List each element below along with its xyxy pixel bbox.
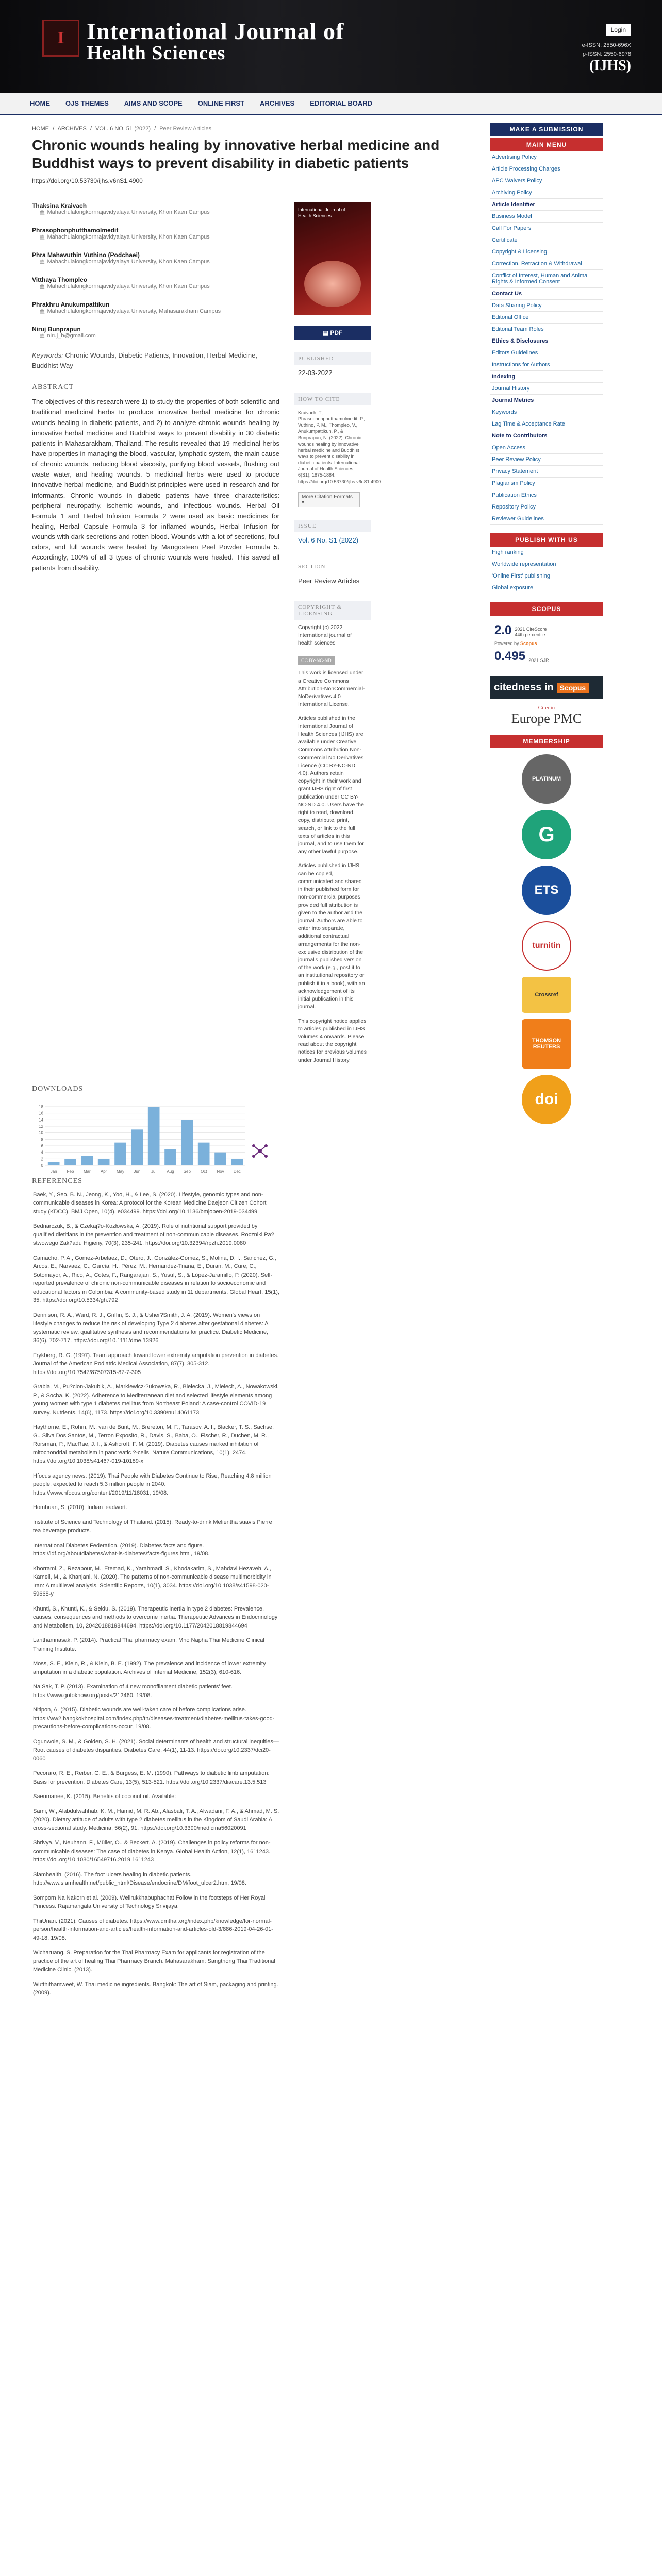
breadcrumb-separator: /	[154, 126, 156, 132]
breadcrumb-separator: /	[90, 126, 92, 132]
x-tick-label: Mar	[83, 1168, 91, 1174]
site-title-second-line[interactable]: Health Sciences	[87, 42, 226, 64]
breadcrumb-section: Peer Review Articles	[159, 126, 212, 132]
license-paragraph: This copyright notice applies to articles published in IJHS volumes 4 onwards. Please read about the copyright notices for previous volumes under Journal History.	[298, 1018, 367, 1063]
y-tick-label: 10	[39, 1130, 43, 1136]
license-paragraph: Articles published in the International Journal of Health Sciences (IJHS) are available under Creative Commons Attribution Non-Commercial No Derivatives Licence (CC BY-NC-ND 4.0). Authors retain copyright in their work and grant IJHS right of first publication under CC BY-NC-ND 4.0. Users have the right to read, download, copy, distribute, print, search, or link to the full texts of articles in this journal, and to use them for any other lawful purpose.	[298, 715, 364, 855]
abstract-heading: ABSTRACT	[32, 383, 74, 392]
reference-list	[32, 1191, 279, 1997]
menu-item-archiving-policy[interactable]: Archiving Policy	[490, 187, 603, 199]
login-button[interactable]: Login	[606, 24, 631, 36]
menu-item-privacy-statement[interactable]: Privacy Statement	[490, 466, 603, 478]
downloads-chart	[32, 1104, 249, 1176]
x-tick-label: Jul	[151, 1168, 157, 1174]
issn-info: e-ISSN: 2550-696X p-ISSN: 2550-6978	[582, 42, 631, 57]
breadcrumb	[32, 126, 475, 132]
google-scholar-icon[interactable]: G	[522, 810, 571, 859]
reference-item: Lanthamnasak, P. (2014). Practical Thai pharmacy exam. Mho Napha Thai Medicine Clinical Training Institute.	[33, 1637, 264, 1652]
published-label: PUBLISHED	[294, 352, 371, 365]
menu-item-open-access[interactable]: Open Access	[490, 442, 603, 454]
download-bar-feb[interactable]	[64, 1159, 76, 1165]
author-entry	[32, 276, 279, 290]
download-bar-apr[interactable]	[98, 1159, 110, 1165]
x-tick-label: Jan	[50, 1168, 57, 1174]
x-tick-label: Feb	[67, 1168, 74, 1174]
menu-item-peer-review-policy[interactable]: Peer Review Policy	[490, 454, 603, 466]
download-bar-jan[interactable]	[48, 1162, 60, 1165]
reference-item: Institute of Science and Technology of Thailand. (2015). Ready-to-drink Melientha suavis Pierre tea beverage products.	[33, 1519, 272, 1534]
menu-item-editorial-office[interactable]: Editorial Office	[490, 312, 603, 324]
sjr-label: 2021 SJR	[528, 658, 549, 664]
menu-item-advertising-policy[interactable]: Advertising Policy	[490, 151, 603, 163]
reference-item: ThiiUnan. (2021). Causes of diabetes. https://www.dmthai.org/index.php/knowledge/for-normal-person/health-information-and-articles/health-information-and-articles-old-3/886-2019-04-26-01-49-18, 19/08.	[33, 1918, 273, 1941]
main-content	[32, 115, 475, 2004]
chevron-down-icon: ▾	[302, 499, 305, 505]
download-bar-jun[interactable]	[131, 1129, 143, 1165]
menu-item-copyright-licensing[interactable]: Copyright & Licensing	[490, 246, 603, 258]
menu-item-article-identifier[interactable]: Article Identifier	[490, 199, 603, 211]
download-bar-aug[interactable]	[164, 1149, 176, 1165]
x-tick-label: Dec	[233, 1168, 241, 1174]
reference-item: Dennison, R. A., Ward, R. J., Griffin, S. J., & Usher?Smith, J. A. (2019). Women's views on lifestyle changes to reduce the risk of developing Type 2 diabetes after gestational diabetes: A systematic review, qualitative synthesis and recommendations for practice. Diabetic Medicine, 36(6), 702-717. https://doi.org/10.1111/dme.13926	[33, 1312, 269, 1344]
journal-logo-icon[interactable]: I	[42, 20, 79, 57]
make-submission-button[interactable]: MAKE A SUBMISSION	[490, 123, 603, 136]
menu-item-article-processing-charges[interactable]: Article Processing Charges	[490, 163, 603, 175]
references-heading: REFERENCES	[32, 1177, 82, 1185]
citation-text: Kraivach, T., Phrasophonphutthamolmedit, P., Vuthino, P. M., Thompleo, V., Anukumpattikun, P., & Bunprapun, N. (2022). Chronic wounds healing by innovative herbal medicine and Buddhist ways to prevent disability in diabetic patients. International Journal of Health Sciences, 6(S1), 1875-1884. https://doi.org/10.53730/ijhs.v6nS1.4900	[298, 410, 382, 484]
author-entry	[32, 326, 279, 339]
reference-item: Khunti, S., Khunti, K., & Seidu, S. (2019). Therapeutic inertia in type 2 diabetes: Prevalence, causes, consequences and methods to overcome inertia. Therapeutic Advances in Endocrinology and Metabolism, 10, 2042018819844694. https://doi.org/10.1177/2042018819844694	[33, 1605, 278, 1629]
download-bar-jul[interactable]	[148, 1107, 160, 1165]
breadcrumb-issue[interactable]: VOL. 6 NO. 51 (2022)	[95, 126, 151, 132]
download-bar-oct[interactable]	[198, 1143, 210, 1165]
reference-item: Wicharuang, S. Preparation for the Thai Pharmacy Exam for applicants for registration of the practice of the art of healing Thai Pharmacy Branch. Mahasarakham: Sangthong Thai Traditional Medicine Clinic. (2013).	[33, 1950, 275, 1973]
y-tick-label: 6	[41, 1143, 43, 1148]
x-tick-label: Apr	[100, 1168, 107, 1174]
menu-item-lag-time-acceptance-rate[interactable]: Lag Time & Acceptance Rate	[490, 418, 603, 430]
x-tick-label: Oct	[200, 1168, 207, 1174]
reference-item: Somporn Na Nakorn et al. (2009). Wellrukkhabuphachat Follow in the footsteps of Her Royal Princess. Rajamangala University of Technology Srivijaya.	[33, 1894, 266, 1910]
keywords-label: Keywords:	[32, 351, 63, 359]
menu-item-instructions-for-authors[interactable]: Instructions for Authors	[490, 359, 603, 371]
reference-item: Baek, Y., Seo, B. N., Jeong, K., Yoo, H., & Lee, S. (2020). Lifestyle, genomic types and non-communicable diseases in Korea: A protocol for the Korean Medicine Daejeon Citizen Cohort study (KDCC). BMJ Open, 10(4), e034499. https://doi.org/10.1136/bmjopen-2019-034499	[33, 1191, 267, 1215]
keywords-list: Chronic Wounds, Diabetic Patients, Innovation, Herbal Medicine, Buddhist Way	[32, 351, 257, 370]
author-affiliation: 🏛 Mahachulalongkornrajavidyalaya University, Khon Kaen Campus	[39, 283, 279, 290]
download-bar-sep[interactable]	[181, 1120, 193, 1165]
menu-item-business-model[interactable]: Business Model	[490, 211, 603, 223]
menu-item-data-sharing-policy[interactable]: Data Sharing Policy	[490, 300, 603, 312]
author-name: Vitthaya Thompleo	[32, 276, 88, 283]
citation-formats-dropdown[interactable]: More Citation Formats ▾	[298, 492, 360, 507]
nav-editorial-board[interactable]: EDITORIAL BOARD	[310, 99, 373, 107]
reference-item: Grabia, M., Pu?cion-Jakubik, A., Markiewicz-?ukowska, R., Bielecka, J., Mielech, A., Nowakowski, P., & Socha, K. (2022). Adherence to Mediterranean diet and selected lifestyle elements among young women with type 1 diabetes mellitus from Northeast Poland: A case-control COVID-19 survey. Nutrients, 14(6), 1173. https://doi.org/10.3390/nu14061173	[33, 1384, 279, 1416]
publish-with-us-item[interactable]: 'Online First' publishing	[490, 570, 603, 582]
keywords	[32, 350, 279, 371]
author-affiliation: 🏛 Mahachulalongkornrajavidyalaya University, Khon Kaen Campus	[39, 234, 279, 240]
y-tick-label: 4	[41, 1150, 43, 1155]
license-paragraph: This work is licensed under a Creative Commons Attribution-NonCommercial-NoDerivatives 4.0 International License.	[298, 670, 365, 708]
nav-ojs-themes[interactable]: OJS THEMES	[65, 99, 109, 107]
main-menu-list	[490, 151, 603, 525]
platinum-badge-icon[interactable]: PLATINUM	[522, 754, 571, 804]
membership-heading: MEMBERSHIP	[490, 735, 603, 748]
y-tick-label: 18	[39, 1104, 43, 1109]
menu-item-journal-metrics[interactable]: Journal Metrics	[490, 395, 603, 406]
author-name: Niruj Bunprapun	[32, 326, 81, 333]
reference-item: Haythorne, E., Rohm, M., van de Bunt, M., Brereton, M. F., Tarasov, A. I., Blacker, T. S., Sachse, G., Silva Dos Santos, M., Terron Exposito, R., Davis, S., Baba, O., Fischer, R., Duchen, M. R., Rorsman, P., MacRae, J. I., & Ashcroft, F. M. (2019). Diabetes causes marked inhibition of mitochondrial metabolism in pancreatic ?-cells. Nature Communications, 10(1), 2474. https://doi.org/10.1038/s41467-019-10189-x	[33, 1424, 274, 1465]
doi-logo-icon[interactable]: doi	[522, 1075, 571, 1124]
site-header	[0, 0, 662, 93]
author-name: Phrasophonphutthamolmedit	[32, 227, 119, 234]
crossref-logo-icon[interactable]: Crossref	[522, 977, 571, 1013]
cover-illustration	[304, 261, 361, 307]
y-tick-label: 2	[41, 1157, 43, 1162]
author-list	[32, 202, 279, 339]
y-tick-label: 16	[39, 1111, 43, 1116]
site-title[interactable]: International Journal of	[87, 18, 344, 44]
sjr-value: 0.495	[494, 649, 526, 663]
author-email[interactable]: 🏛 niruj_b@gmail.com	[39, 333, 279, 339]
nav-archives[interactable]: ARCHIVES	[260, 99, 295, 107]
publish-with-us-heading: PUBLISH WITH US	[490, 533, 603, 547]
reference-item: Na Sak, T. P. (2013). Examination of 4 new monofilament diabetic patients' feet. https://www.gotoknow.org/posts/212460, 19/08.	[33, 1684, 233, 1699]
reference-item: Camacho, P. A., Gomez-Arbelaez, D., Otero, J., González-Gómez, S., Molina, D. I., Sanchez, G., Arcos, E., Narvaez, C., García, H., Pérez, M., Hernandez-Triana, E., Duran, M., Cure, C., Sotomayor, A., Rico, A., Cotes, F., Rangarajan, S., Yusuf, S., & López-Jaramillo, P. (2020). Self-reported prevalence of chronic non-communicable diseases in relation to socioeconomic and educational factors in Colombia: A community-based study in 11 departments. Global Heart, 15(1), 35. https://doi.org/10.5334/gh.792	[33, 1255, 279, 1304]
x-tick-label: May	[116, 1168, 125, 1174]
reference-item: Siamhealth. (2016). The foot ulcers healing in diabetic patients. http://www.siamhealth.net/public_html/Disease/endocrine/DM/foot_ulcer2.htm, 19/08.	[33, 1871, 246, 1887]
author-name: Phra Mahavuthin Vuthino (Podchaei)	[32, 251, 140, 259]
menu-item-plagiarism-policy[interactable]: Plagiarism Policy	[490, 478, 603, 489]
menu-item-note-to-contributors[interactable]: Note to Contributors	[490, 430, 603, 442]
author-affiliation: 🏛 Mahachulalongkornrajavidyalaya University, Mahasarakham Campus	[39, 308, 279, 314]
journal-abbreviation: (IJHS)	[589, 58, 631, 74]
reference-item: Khorrami, Z., Rezapour, M., Etemad, K., Yarahmadi, S., Khodakarim, S., Mahdavi Hezaveh, A., Kameli, M., & Khanjani, N. (2020). The patterns of non-communicable disease multimorbidity in Iran: A multilevel analysis. Scientific Reports, 10(1), 3034. https://doi.org/10.1038/s41598-020-59668-y	[33, 1565, 272, 1598]
nav-online-first[interactable]: ONLINE FIRST	[197, 99, 244, 107]
menu-item-conflict-of-interest-human-and-animal-rights-informed-consent[interactable]: Conflict of Interest, Human and Animal Rights & Informed Consent	[490, 270, 603, 288]
menu-item-apc-waivers-policy[interactable]: APC Waivers Policy	[490, 175, 603, 187]
reference-item: Frykberg, R. G. (1997). Team approach toward lower extremity amputation prevention in diabetes. Journal of the American Podiatric Medical Association, 87(7), 305-312. https://doi.org/10.7547/87507315-87-7-305	[33, 1352, 279, 1376]
thomson-reuters-logo-icon[interactable]: THOMSON REUTERS	[522, 1019, 571, 1069]
section-label: SECTION	[294, 561, 371, 573]
cover-title: International Journal of Health Sciences	[298, 207, 345, 218]
nav-home[interactable]: HOME	[30, 99, 50, 107]
pdf-icon: ▤	[322, 329, 330, 336]
publish-with-us-item[interactable]: Worldwide representation	[490, 558, 603, 570]
menu-item-contact-us[interactable]: Contact Us	[490, 288, 603, 300]
x-tick-label: Nov	[217, 1168, 224, 1174]
abstract-text: The objectives of this research were 1) to study the properties of both scientific and traditional medicinal herbs to produce innovative herbal medicine for chronic wounds healing in diabetic patients, and 2) to analyze chronic wounds healing by innovative herbal medicine and Buddhist ways to prevent disability in 30 diabetic patients in Mahasarakham, Thailand. The results revealed that 19 medicinal herbs have properties in managing the blood, vascular, lymphatic system, the main cause of chronic wounds, reducing blood viscosity, purifying blood vessels, flushing out waste water, and healing wounds. 5 medicinal herbs were used to produce innovative herbal medicine, and Buddhist principles were used in research and for informants. Chronic wounds in diabetic patients have three characteristics: peripheral neuropathy, ischemic wounds, and infectious wounds. Herbal Oil Formula 1 and Herbal Infusion Formula 2 were used as basic medicines for healing, Herbal Capsule Formula 3 for inflamed wounds, Herbal Infusion for wounds with dark secretions and rotten blood. Wounds with a lot of secretions, foul odors, and full wounds were healed by Mangosteen Peel Powder Formula 5. Accordingly, 100% of all 3 types of chronic wounds were healed. This saved all patients from disability.	[32, 398, 279, 572]
menu-item-indexing[interactable]: Indexing	[490, 371, 603, 383]
copyright-text: Copyright (c) 2022 International journal of health sciences	[298, 624, 352, 647]
author-entry	[32, 301, 279, 314]
nav-aims-scope[interactable]: AIMS AND SCOPE	[124, 99, 183, 107]
reference-item: Moss, S. E., Klein, R., & Klein, B. E. (1992). The prevalence and incidence of lower extremity amputation in a diabetic population. Archives of Internal Medicine, 152(3), 610-616.	[33, 1660, 266, 1675]
reference-item: Wutthithamweet, W. Thai medicine ingredients. Bangkok: The art of Siam, packaging and printing. (2009).	[33, 1981, 278, 1996]
scopus-heading: SCOPUS	[490, 602, 603, 616]
menu-item-certificate[interactable]: Certificate	[490, 234, 603, 246]
reference-item: Ogunwole, S. M., & Golden, S. H. (2021). Social determinants of health and structural inequities—Root causes of diabetes disparities. Diabetes Care, 44(1), 11-13. https://doi.org/10.2337/dci20-0060	[33, 1738, 279, 1762]
publish-with-us-item[interactable]: Global exposure	[490, 582, 603, 594]
publish-with-us-list	[490, 547, 603, 594]
menu-item-correction-retraction-withdrawal[interactable]: Correction, Retraction & Withdrawal	[490, 258, 603, 270]
x-tick-label: Sep	[183, 1168, 191, 1174]
citescore-label: 2021 CiteScore 44th percentile	[515, 626, 547, 638]
breadcrumb-archives[interactable]: ARCHIVES	[57, 126, 87, 132]
reference-item: Homhuan, S. (2010). Indian leadwort.	[33, 1504, 127, 1511]
reference-item: Nitipon, A. (2015). Diabetic wounds are well-taken care of before complications arise. https://ww2.bangkokhospital.com/index.php/th/diseases-treatment/diabetes-mellitus-takes-good-precautions-before-complications-occur, 19/08.	[33, 1707, 275, 1731]
author-name: Phrakhru Anukumpattikun	[32, 301, 110, 308]
reference-item: Hfocus agency news. (2019). Thai People with Diabetes Continue to Rise, Reaching 4.8 million people, expected to reach 5.3 million people in 2040. https://www.hfocus.org/content/2019/11/18031, 19/08.	[33, 1472, 272, 1496]
download-bar-nov[interactable]	[214, 1153, 226, 1165]
article-doi-link[interactable]: https://doi.org/10.53730/ijhs.v6nS1.4900	[32, 177, 143, 184]
author-entry	[32, 227, 279, 240]
powered-by-scopus: Powered by Scopus	[494, 641, 537, 646]
reference-item: International Diabetes Federation. (2019). Diabetes facts and figure. https://idf.org/aboutdiabetes/what-is-diabetes/facts-figures.html, 19/08.	[33, 1542, 210, 1557]
y-tick-label: 0	[41, 1163, 43, 1168]
author-affiliation: 🏛 Mahachulalongkornrajavidyalaya University, Khon Kaen Campus	[39, 209, 279, 215]
download-bar-dec[interactable]	[231, 1159, 243, 1165]
reference-item: Saenmanee, K. (2015). Benefits of coconut oil. Available:	[33, 1793, 176, 1800]
menu-item-publication-ethics[interactable]: Publication Ethics	[490, 489, 603, 501]
menu-item-editors-guidelines[interactable]: Editors Guidelines	[490, 347, 603, 359]
breadcrumb-home[interactable]: HOME	[32, 126, 49, 132]
y-tick-label: 8	[41, 1137, 43, 1142]
copyright-label: COPYRIGHT & LICENSING	[294, 601, 371, 620]
reference-item: Sami, W., Alabdulwahhab, K. M., Hamid, M. R. Ab., Alasbali, T. A., Alwadani, F. A., & Ahmad, M. S. (2020). Dietary attitude of adults with type 2 diabetes mellitus in the Kingdom of Saudi Arabia: A cross-sectional study. Medicina, 56(2), 91. https://doi.org/10.3390/medicina56020091	[33, 1808, 279, 1832]
right-sidebar	[490, 115, 603, 2004]
reference-item: Shrivya, V., Neuhann, F., Müller, O., & Beckert, A. (2019). Challenges in policy reforms for non-communicable diseases: The case of diabetes in Kenya. Global Health Action, 12(1), 1611243. https://doi.org/10.1080/16549716.2019.1611243	[33, 1840, 271, 1863]
x-tick-label: Aug	[167, 1168, 174, 1174]
menu-item-call-for-papers[interactable]: Call For Papers	[490, 223, 603, 234]
download-bar-mar[interactable]	[81, 1156, 93, 1165]
issue-cover-image[interactable]	[294, 202, 371, 315]
menu-item-editorial-team-roles[interactable]: Editorial Team Roles	[490, 324, 603, 335]
citescore-value: 2.0	[494, 623, 512, 637]
turnitin-logo-icon[interactable]: turnitin	[522, 921, 571, 971]
menu-item-journal-history[interactable]: Journal History	[490, 383, 603, 395]
author-entry	[32, 251, 279, 265]
main-navigation	[0, 93, 662, 115]
article-title: Chronic wounds healing by innovative herbal medicine and Buddhist ways to prevent disability in diabetic patients	[32, 137, 440, 171]
menu-item-reviewer-guidelines[interactable]: Reviewer Guidelines	[490, 513, 603, 525]
reference-item: Pecoraro, R. E., Reiber, G. E., & Burgess, E. M. (1990). Pathways to diabetic limb amputation: Basis for prevention. Diabetes Care, 13(5), 513-521. https://doi.org/10.2337/diacare.13.5.513	[33, 1770, 270, 1785]
issue-link[interactable]: Vol. 6 No. S1 (2022)	[298, 536, 359, 544]
publish-with-us-item[interactable]: High ranking	[490, 547, 603, 558]
y-tick-label: 12	[39, 1124, 43, 1129]
section-value: Peer Review Articles	[298, 577, 360, 585]
license-block	[294, 620, 371, 1075]
ets-logo-icon[interactable]: ETS	[522, 866, 571, 915]
europe-pmc-badge[interactable]: Citedin Europe PMC	[511, 705, 582, 726]
citedness-in-scopus-badge[interactable]: citedness in Scopus	[490, 676, 603, 699]
how-to-cite-label: HOW TO CITE	[294, 393, 371, 405]
reference-item: Bednarczuk, B., & Czekaj?o-Kozłowska, A. (2019). Role of nutritional support provided by qualified dietitians in the prevention and treatment of non-communicable diseases. Roczniki Pa?stwowego Zak?adu Higieny, 70(3), 235-241. https://doi.org/10.32394/rpzh.2019.0080	[33, 1223, 274, 1247]
main-menu-heading: MAIN MENU	[490, 138, 603, 151]
downloads-heading: DOWNLOADS	[32, 1084, 84, 1093]
cc-license-badge[interactable]: CC BY-NC-ND	[298, 656, 335, 665]
author-affiliation: 🏛 Mahachulalongkornrajavidyalaya University, Khon Kaen Campus	[39, 259, 279, 265]
scopus-metrics-widget[interactable]	[490, 616, 603, 671]
issue-label: ISSUE	[294, 520, 371, 532]
breadcrumb-separator: /	[53, 126, 55, 132]
author-entry	[32, 202, 279, 215]
author-name: Thaksina Kraivach	[32, 202, 87, 209]
download-bar-may[interactable]	[114, 1143, 126, 1165]
menu-item-repository-policy[interactable]: Repository Policy	[490, 501, 603, 513]
y-tick-label: 14	[39, 1117, 43, 1123]
article-details-column	[294, 197, 382, 1075]
menu-item-ethics-disclosures[interactable]: Ethics & Disclosures	[490, 335, 603, 347]
license-paragraph: Articles published in IJHS can be copied, communicated and shared in their published form for non-commercial purposes provided full attribution is given to the author and the journal. Authors are able to enter into separate, additional contractual arrangements for the non-exclusive distribution of the journal's published version of the work (e.g., post it to an institutional repository or publish it in a book), with an acknowledgement of its initial publication in this journal.	[298, 862, 365, 1010]
menu-item-keywords[interactable]: Keywords	[490, 406, 603, 418]
pdf-download-button[interactable]: ▤ PDF	[294, 326, 371, 340]
published-date: 22-03-2022	[298, 369, 333, 377]
x-tick-label: Jun	[134, 1168, 141, 1174]
molecule-divider-icon	[251, 1142, 269, 1160]
